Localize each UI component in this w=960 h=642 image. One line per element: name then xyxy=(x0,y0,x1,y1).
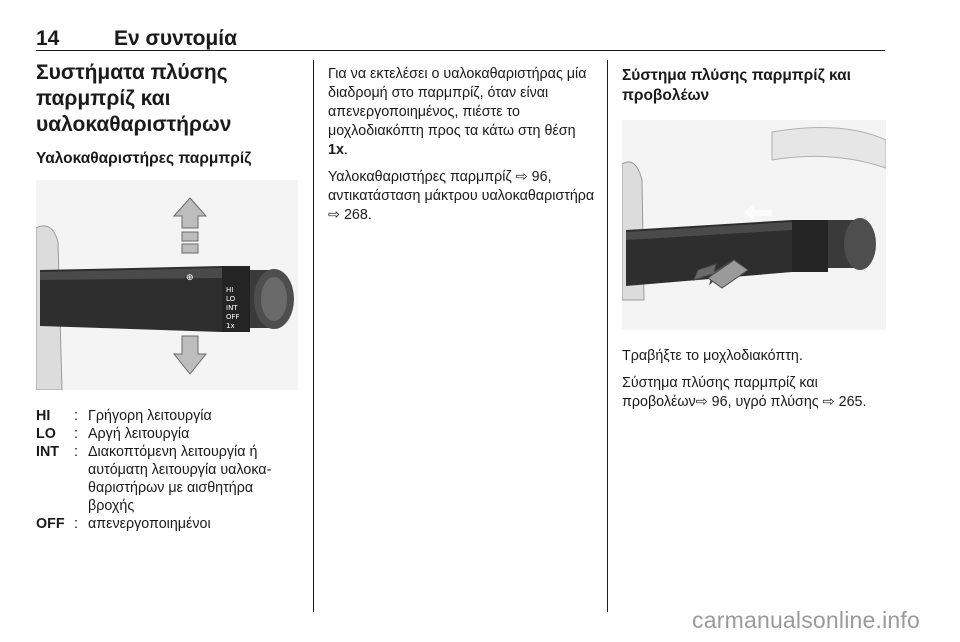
definition-term: LO xyxy=(36,426,56,442)
column-2 xyxy=(328,60,596,233)
definition-row xyxy=(36,407,298,425)
wiper-stalk-illustration xyxy=(36,180,298,390)
section-heading: Συστήματα πλύσης παρμπρίζ και υαλοκαθαριστήρων xyxy=(36,61,232,136)
column-divider-left xyxy=(313,60,314,612)
definition-desc: απενεργοποιημένοι xyxy=(88,516,211,532)
paragraph-text: Υαλοκαθαριστήρες παρμπρίζ xyxy=(328,169,516,185)
page-number: 14 xyxy=(36,27,60,50)
page-reference-link[interactable]: 96 xyxy=(711,394,728,410)
paragraph-cross-refs xyxy=(328,168,596,225)
page-reference-link[interactable]: 96 xyxy=(531,169,548,185)
paragraph-text: , υγρό πλύσης xyxy=(727,394,823,410)
ref-arrow-icon: ⇨ xyxy=(328,207,340,223)
definition-term: OFF xyxy=(36,516,65,532)
figure-label-lo: LO xyxy=(226,295,236,303)
washer-stalk-figure xyxy=(622,120,886,330)
paragraph-text: , αντικατάσταση μάκτρου υαλοκαθαριστήρα xyxy=(328,169,595,204)
paragraph-text: Για να εκτελέσει ο υαλοκαθαριστήρας μία διαδρομή στο παρμπρίζ, όταν είναι απενεργοποιημένος, πιέστε το μοχλοδιακόπτη προς τα κάτω στη θέση xyxy=(328,66,587,139)
paragraph-pull-stalk: Τραβήξτε το μοχλοδιακόπτη. xyxy=(622,348,803,364)
definition-desc: Διακοπτόμενη λειτουργία ή αυτόματη λειτουργία υαλοκαθαριστήρων με αισθητήρα βροχής xyxy=(88,444,272,514)
header-rule xyxy=(36,50,885,51)
figure-label-off: OFF xyxy=(226,313,240,321)
page-reference-link[interactable]: 268 xyxy=(343,207,368,223)
figure-label-hi: HI xyxy=(226,286,234,294)
section-heading-washer: Σύστημα πλύσης παρμπρίζ και προβολέων xyxy=(622,67,851,104)
definition-colon: : xyxy=(74,516,78,532)
definition-term: HI xyxy=(36,408,51,424)
figure-label-1x: 1x xyxy=(226,322,235,330)
paragraph-single-wipe xyxy=(328,65,596,160)
svg-text:⊕: ⊕ xyxy=(186,273,194,283)
definition-colon: : xyxy=(74,444,78,460)
paragraph-text: Σύστημα πλύσης παρμπρίζ και προβολέων xyxy=(622,375,818,410)
definition-term: INT xyxy=(36,444,60,460)
paragraph-end: . xyxy=(343,142,348,158)
ref-arrow-icon: ⇨ xyxy=(515,169,528,185)
site-watermark: carmanualsonline.info xyxy=(692,607,920,633)
paragraph-end: . xyxy=(862,394,867,410)
definition-row xyxy=(36,443,298,515)
definition-desc: Γρήγορη λειτουργία xyxy=(88,408,212,424)
column-1 xyxy=(36,60,298,533)
paragraph-cross-refs xyxy=(622,374,886,412)
subsection-heading: Υαλοκαθαριστήρες παρμπρίζ xyxy=(36,150,252,167)
definition-row xyxy=(36,425,298,443)
washer-stalk-illustration xyxy=(622,120,886,330)
running-title: Εν συντομία xyxy=(114,27,237,50)
ref-arrow-icon: ⇨ xyxy=(695,394,708,410)
page-header xyxy=(36,27,886,51)
definition-colon: : xyxy=(74,426,78,442)
wiper-stalk-figure xyxy=(36,180,298,390)
paragraph-end: . xyxy=(367,207,372,223)
definition-row xyxy=(36,515,298,533)
ref-arrow-icon: ⇨ xyxy=(822,394,835,410)
bold-position-label: 1x xyxy=(328,142,344,158)
page-reference-link[interactable]: 265 xyxy=(838,394,863,410)
column-divider-right xyxy=(607,60,608,612)
column-3 xyxy=(622,60,886,420)
definition-colon: : xyxy=(74,408,78,424)
definition-list xyxy=(36,407,298,533)
definition-desc: Αργή λειτουργία xyxy=(88,426,190,442)
figure-label-int: INT xyxy=(226,304,238,312)
